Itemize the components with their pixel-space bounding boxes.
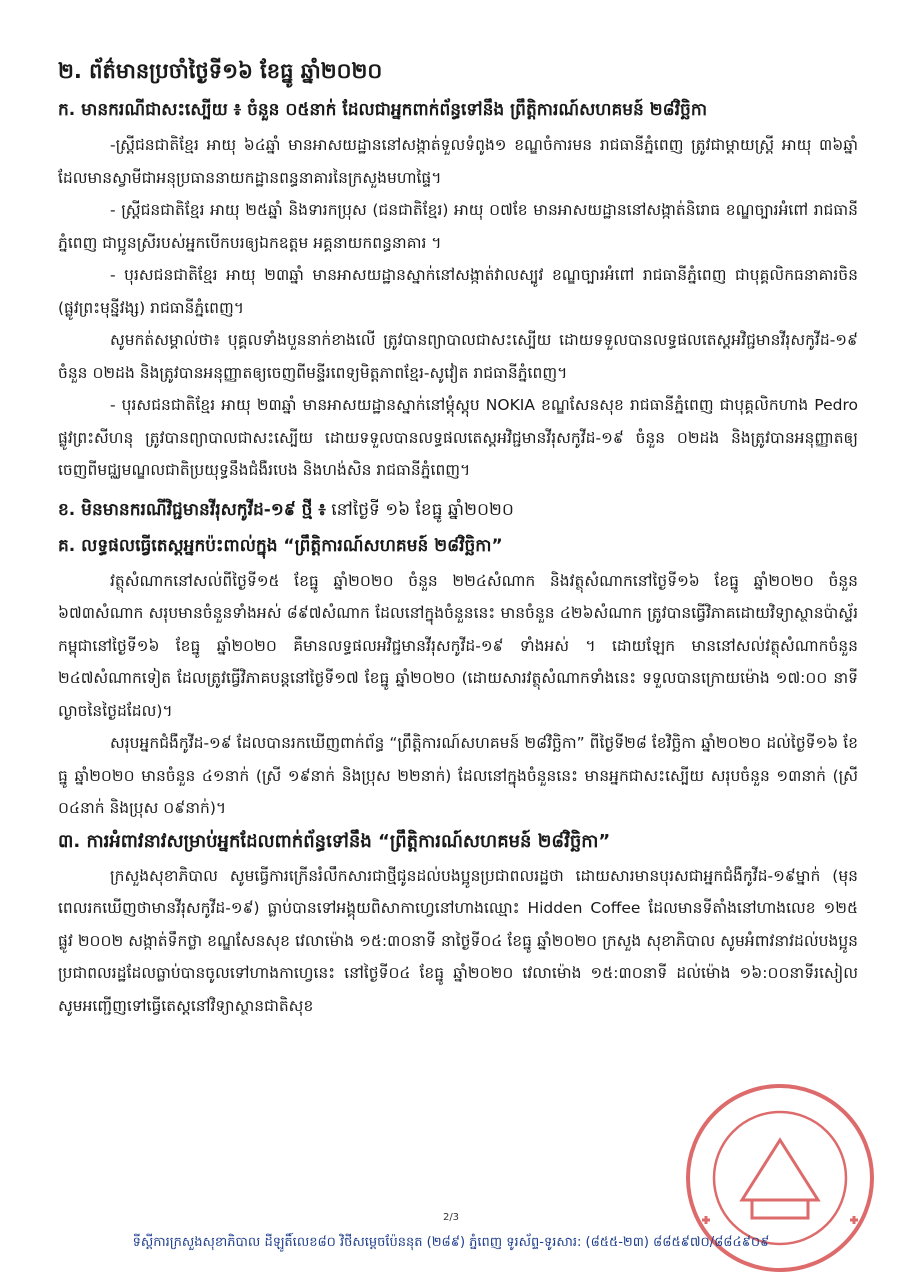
section-2-title: ២. ព័ត៌មានប្រចាំថ្ងៃទី១៦ ខែធ្នូ ឆ្នាំ២០២០ — [58, 59, 383, 83]
page-number: 2/3 — [442, 1212, 460, 1223]
section-2c-heading: គ. លទ្ធផលធ្វើតេស្តអ្នកប៉ះពាល់ក្នុង “ព្រឹត្តិការណ៍សហគមន៍ ២៨វិច្ឆិកា” — [58, 535, 503, 556]
case-item-2: - ស្ត្រីជនជាតិខ្មែរ អាយុ ២៥ឆ្នាំ និងទារកប្រុស (ជនជាតិខ្មែរ) អាយុ ០៧ខែ មានអាសយដ្ឋាននៅសង្កាត់និរោធ ខណ្ឌច្បារអំពៅ រាជធានីភ្នំពេញ ជាប្អូនស្រីរបស់អ្នកបើកបរឲ្យឯកឧត្តម អគ្គនាយកពន្ធនាគារ ។ — [58, 201, 858, 252]
recovery-note: សូមកត់សម្គាល់ថា៖ បុគ្គលទាំងបួននាក់ខាងលើ ត្រូវបានព្យាបាលជាសះស្បើយ ដោយទទួលបានលទ្ធផលតេស្តអវិជ្ជមានវីរុសកូវីដ-១៩ ចំនួន ០២ដង និងត្រូវបានអនុញ្ញាតឲ្យចេញពីមន្ទីរពេទ្យមិត្តភាពខ្មែរ-សូវៀត រាជធានីភ្នំពេញ។ — [58, 331, 858, 382]
section-2a-heading: ក. មានករណីជាសះស្បើយ ៖ ចំនួន ០៥នាក់ ដែលជាអ្នកពាក់ព័ន្ធទៅនឹង ព្រឹត្តិការណ៍សហគមន៍ ២៨វិច្ឆិកា — [58, 100, 708, 120]
total-cases-paragraph: សរុបអ្នកជំងឺកូវីដ-១៩ ដែលបានរកឃើញពាក់ព័ន្ធ “ព្រឹត្តិការណ៍សហគមន៍ ២៨វិច្ឆិកា” ពីថ្ងៃទី២៨ ខែវិច្ឆិកា ឆ្នាំ២០២០ ដល់ថ្ងៃទី១៦ ខែធ្នូ ឆ្នាំ២០២០ មានចំនួន ៤១នាក់ (ស្រី ១៩នាក់ និងប្រុស ២២នាក់) ដែលនៅក្នុងចំនួននេះ មានអ្នកជាសះស្បើយ សរុបចំនួន ១៣នាក់ (ស្រី ០៤នាក់ និងប្រុស ០៩នាក់)។ — [58, 734, 858, 817]
section-2b-text: នៅថ្ងៃទី ១៦ ខែធ្នូ ឆ្នាំ២០២០ — [325, 499, 514, 520]
stamp-temple-icon — [742, 1140, 818, 1200]
case-item-1: -ស្ត្រីជនជាតិខ្មែរ អាយុ ៦៤ឆ្នាំ មានអាសយដ្ឋាននៅសង្កាត់ទួលទំពូង១ ខណ្ឌចំការមន រាជធានីភ្នំពេញ ត្រូវជាម្ដាយស្ត្រី អាយុ ៣៦ឆ្នាំ ដែលមានស្វាមីជាអនុប្រធាននាយកដ្ឋានពន្ធនាគារនៃក្រសួងមហាផ្ទៃ។ — [58, 136, 858, 187]
test-results-paragraph: វត្ថុសំណាកនៅសល់ពីថ្ងៃទី១៥ ខែធ្នូ ឆ្នាំ២០២០ ចំនួន ២២៤សំណាក និងវត្ថុសំណាកនៅថ្ងៃទី១៦ ខែធ្នូ ឆ្នាំ២០២០ ចំនួន ៦៧៣សំណាក សរុបមានចំនួនទាំងអស់ ៨៩៧សំណាក ដែលនៅក្នុងចំនួននេះ មានចំនួន ៤២៦សំណាក ត្រូវបានធ្វើវិភាគដោយវិទ្យាស្ថានប៉ាស្ទ័រកម្ពុជានៅថ្ងៃទី១៦ ខែធ្នូ ឆ្នាំ២០២០ គឺមានលទ្ធផលអវិជ្ជមានវីរុសកូវីដ-១៩ ទាំងអស់ ។ ដោយឡែក មាននៅសល់វត្ថុសំណាកចំនួន ២៤៧សំណាកទៀត ដែលត្រូវធ្វើវិភាគបន្តនៅថ្ងៃទី១៧ ខែធ្នូ ឆ្នាំ២០២០ (ដោយសារវត្ថុសំណាកទាំងនេះ ទទួលបានក្រោយម៉ោង ១៧:០០ នាទីល្ងាចនៃថ្ងៃដដែល)។ — [58, 571, 858, 720]
section-2b — [58, 497, 858, 523]
appeal-paragraph: ក្រសួងសុខាភិបាល សូមធ្វើការក្រើនរំលឹកសារជាថ្មីជូនដល់បងប្អូនប្រជាពលរដ្ឋថា ដោយសារមានបុរសជាអ្នកជំងឺកូវីដ-១៩ម្នាក់ (មុនពេលរកឃើញថាមានវីរុសកូវីដ-១៩) ធ្លាប់បានទៅអង្គុយពិសាកាហ្វេនៅហាងឈ្មោះ Hidden Coffee ដែលមានទីតាំងនៅហាងលេខ ១២៥ ផ្លូវ ២០០២ សង្កាត់ទឹកថ្លា ខណ្ឌសែនសុខ វេលាម៉ោង ១៥:៣០នាទី នាថ្ងៃទី០៤ ខែធ្នូ ឆ្នាំ២០២០ ក្រសួង សុខាភិបាល សូមអំពាវនាវដល់បងប្អូនប្រជាពលរដ្ឋដែលធ្លាប់បានចូលទៅហាងកាហ្វេនេះ នៅថ្ងៃទី០៤ ខែធ្នូ ឆ្នាំ២០២០ វេលាម៉ោង ១៥:៣០នាទី ដល់ម៉ោង ១៦:០០នាទីរសៀល សូមអញ្ជើញទៅធ្វើតេស្តនៅវិទ្យាស្ថានជាតិសុខ — [58, 866, 858, 1015]
section-3-title: ៣. ការអំពាវនាវសម្រាប់អ្នកដែលពាក់ព័ន្ធទៅនឹង “ព្រឹត្តិការណ៍សហគមន៍ ២៨វិច្ឆិកា” — [58, 830, 611, 852]
section-2b-heading: ខ. មិនមានករណីវិជ្ជមានវីរុសកូវីដ-១៩ ថ្មី ៖ — [58, 499, 326, 520]
case-item-3: - បុរសជនជាតិខ្មែរ អាយុ ២៣ឆ្នាំ មានអាសយដ្ឋានស្នាក់នៅសង្កាត់វាលស្បូវ ខណ្ឌច្បារអំពៅ រាជធានីភ្នំពេញ ជាបុគ្គលិកធនាគារចិន (ផ្លូវព្រះមុន្នីវង្ស) រាជធានីភ្នំពេញ។ — [58, 266, 858, 317]
document-body — [58, 58, 858, 1022]
stamp-inner-ring — [714, 1112, 846, 1244]
case-item-4: - បុរសជនជាតិខ្មែរ អាយុ ២៣ឆ្នាំ មានអាសយដ្ឋានស្នាក់នៅម្តុំស្តុប NOKIA ខណ្ឌសែនសុខ រាជធានីភ្នំពេញ ជាបុគ្គលិកហាង Pedro ផ្លូវព្រះសីហនុ ត្រូវបានព្យាបាលជាសះស្បើយ ដោយទទួលបានលទ្ធផលតេស្តអវិជ្ជមានវីរុសកូវីដ-១៩ ចំនួន ០២ដង និងត្រូវបានអនុញ្ញាតឲ្យចេញពីមជ្ឈមណ្ឌលជាតិប្រយុទ្ធនឹងជំងឺរបេង និងហង់សិន រាជធានីភ្នំពេញ។ — [58, 396, 859, 479]
ministry-footer-address: ទីស្តីការក្រសួងសុខាភិបាល ដីឡូតិ៍លេខ៨០ វិថីសម្តេចប៉ែននុត (២៨៩) ភ្នំពេញ ទូរស័ព្ទ-ទូរសារ: (៨៥៥-២៣) ៨៨៥៩៧០/៨៨៤៩០៩ — [132, 1235, 770, 1250]
